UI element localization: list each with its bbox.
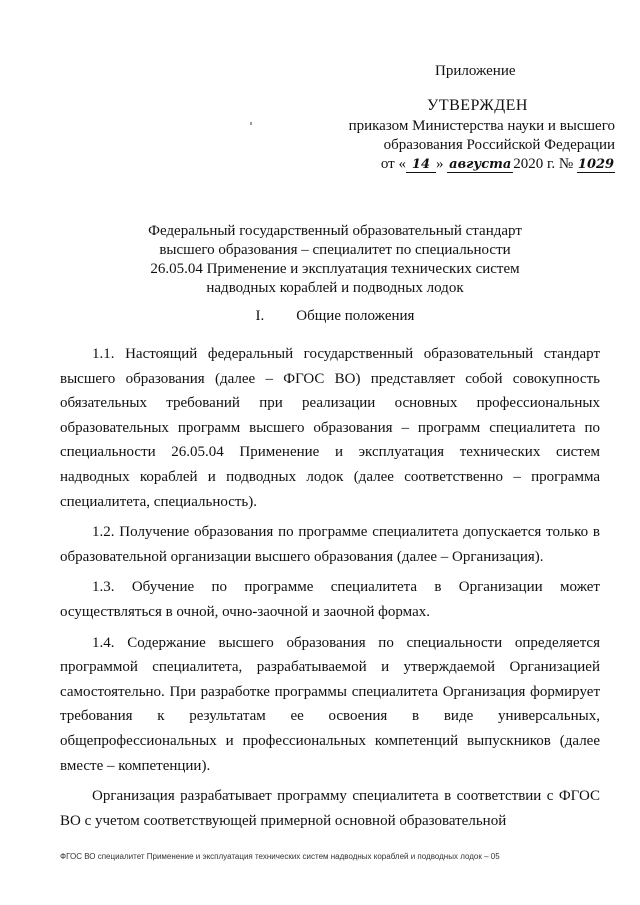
approved-label: УТВЕРЖДЕН	[427, 97, 528, 114]
section-number: I.	[255, 308, 265, 324]
order-line-2: образования Российской Федерации	[383, 137, 615, 153]
scan-speck	[250, 122, 252, 125]
document-title	[60, 222, 610, 298]
date-year: 2020 г. №	[513, 156, 574, 172]
title-line-1: Федеральный государственный образовательный стандарт	[148, 223, 522, 239]
date-prefix: от «	[380, 156, 406, 172]
section-heading	[60, 308, 610, 325]
section-title: Общие положения	[296, 308, 415, 324]
order-line-1: приказом Министерства науки и высшего	[348, 118, 615, 134]
approval-header	[330, 62, 615, 174]
title-line-3: 26.05.04 Применение и эксплуатация технических систем	[150, 261, 520, 277]
appendix-label: Приложение	[435, 63, 516, 79]
body-text	[60, 342, 600, 839]
page-footer: ФГОС ВО специалитет Применение и эксплуатация технических систем надводных кораблей и подводных лодок – 05	[60, 852, 500, 861]
paragraph-1-4: 1.4. Содержание высшего образования по специальности определяется программой специалитета, разрабатываемой и утверждаемой Организацией самостоятельно. При разработке программы специалитета Организация формирует требования к результатам ее освоения в виде универсальных, общепрофессиональных и профессиональных компетенций выпускников (далее вместе – компетенции).	[60, 634, 600, 774]
title-line-4: надводных кораблей и подводных лодок	[206, 280, 464, 296]
handwritten-month: августа	[449, 157, 512, 172]
title-line-2: высшего образования – специалитет по специальности	[159, 242, 511, 258]
order-date-line	[330, 155, 615, 174]
paragraph-1-2: 1.2. Получение образования по программе специалитета допускается только в образовательной организации высшего образования (далее – Организация).	[60, 524, 600, 565]
paragraph-1-1: 1.1. Настоящий федеральный государственный образовательный стандарт высшего образования (далее – ФГОС ВО) представляет собой совокупность обязательных требований при реализации основных профессиональных образовательных программ высшего образования – программ специалитета по специальности 26.05.04 Применение и эксплуатация технических систем надводных кораблей и подводных лодок (далее соответственно – программа специалитета, специальность).	[60, 346, 600, 510]
handwritten-day: 14	[406, 158, 436, 173]
paragraph-1-3: 1.3. Обучение по программе специалитета в Организации может осуществляться в очной, очно-заочной и заочной формах.	[60, 579, 600, 620]
date-close: »	[435, 156, 444, 172]
paragraph-organization: Организация разрабатывает программу специалитета в соответствии с ФГОС ВО с учетом соответствующей примерной основной образовательной	[60, 788, 600, 829]
handwritten-order-number: 1029	[577, 157, 615, 172]
